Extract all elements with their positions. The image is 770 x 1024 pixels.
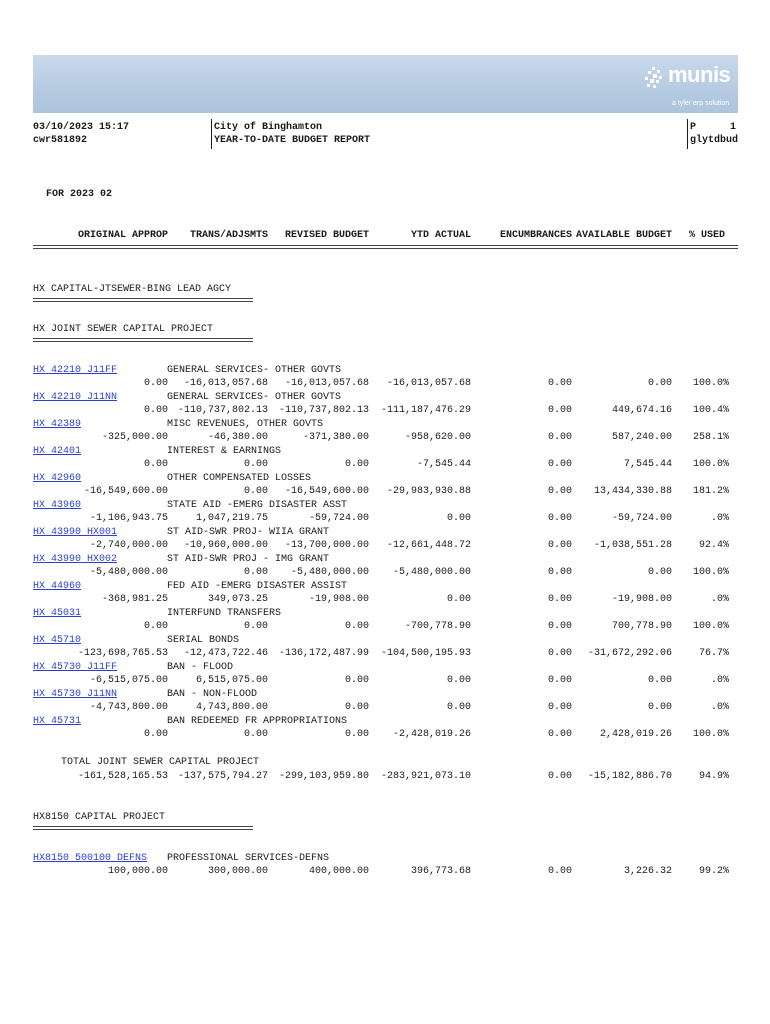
total-pct: 94.9% [698, 771, 729, 782]
col-pct-used: % USED [688, 230, 725, 241]
account-description: INTEREST & EARNINGS [167, 446, 282, 457]
cell-trans: 0.00 [243, 729, 268, 740]
header-divider-left [211, 119, 212, 149]
account-link[interactable]: HX 44960 [33, 581, 82, 592]
cell-trans: 6,515,075.00 [195, 675, 268, 686]
cell-orig: 0.00 [143, 621, 168, 632]
col-available-budget: AVAILABLE BUDGET [575, 230, 672, 241]
cell-trans: 349,073.25 [207, 594, 268, 605]
cell-enc: 0.00 [547, 486, 572, 497]
col-trans-adjsmts: TRANS/ADJSMTS [189, 230, 268, 241]
account-link[interactable]: HX 42210 J11NN [33, 392, 118, 403]
cell-orig: 0.00 [143, 459, 168, 470]
total-avail: -15,182,886.70 [587, 771, 672, 782]
cell-pct: 76.7% [698, 648, 729, 659]
cell-revised: 0.00 [344, 729, 369, 740]
cell-revised: 0.00 [344, 621, 369, 632]
cell-orig: 0.00 [143, 378, 168, 389]
cell-trans: -12,473,722.46 [183, 648, 268, 659]
col-original-approp: ORIGINAL APPROP [77, 230, 168, 241]
cell-trans: 0.00 [243, 567, 268, 578]
cell-revised: -5,480,000.00 [290, 567, 369, 578]
header-double-rule [33, 245, 738, 249]
cell-orig: 0.00 [143, 729, 168, 740]
cell-trans: 0.00 [243, 486, 268, 497]
account-link[interactable]: HX 42401 [33, 446, 82, 457]
col-ytd-actual: YTD ACTUAL [410, 230, 471, 241]
cell-revised: 0.00 [344, 459, 369, 470]
total-label: TOTAL JOINT SEWER CAPITAL PROJECT [61, 757, 260, 768]
account-link[interactable]: HX 45730 J11NN [33, 689, 118, 700]
account-description: GENERAL SERVICES- OTHER GOVTS [167, 365, 342, 376]
section-heading: HX JOINT SEWER CAPITAL PROJECT [33, 324, 214, 335]
cell-pct: .0% [710, 675, 729, 686]
account-link[interactable]: HX8150 500100 DEFNS [33, 853, 148, 864]
cell-pct: 181.2% [692, 486, 729, 497]
cell-enc: 0.00 [547, 540, 572, 551]
report-title: YEAR-TO-DATE BUDGET REPORT [214, 135, 371, 146]
cell-ytd: -2,428,019.26 [392, 729, 471, 740]
cell-enc: 0.00 [547, 567, 572, 578]
cell-ytd: 0.00 [446, 702, 471, 713]
total-orig: -161,528,165.53 [77, 771, 168, 782]
account-description: OTHER COMPENSATED LOSSES [167, 473, 312, 484]
cell-trans: -46,380.00 [207, 432, 268, 443]
cell-avail: -1,038,551.28 [593, 540, 672, 551]
cell-orig: -5,480,000.00 [89, 567, 168, 578]
cell-orig: -4,743,800.00 [89, 702, 168, 713]
cell-pct: .0% [710, 594, 729, 605]
cell-orig: 0.00 [143, 405, 168, 416]
report-period: FOR 2023 02 [46, 189, 113, 200]
cell-avail: -31,672,292.06 [587, 648, 672, 659]
cell-revised: -13,700,000.00 [284, 540, 369, 551]
account-description: GENERAL SERVICES- OTHER GOVTS [167, 392, 342, 403]
cell-revised: -371,380.00 [302, 432, 369, 443]
account-description: ST AID-SWR PROJ- WIIA GRANT [167, 527, 330, 538]
cell-avail: 0.00 [647, 675, 672, 686]
cell-trans: -110,737,802.13 [177, 405, 268, 416]
cell-trans: 4,743,800.00 [195, 702, 268, 713]
cell-orig: -368,981.25 [101, 594, 168, 605]
account-link[interactable]: HX 42960 [33, 473, 82, 484]
cell-avail: 449,674.16 [611, 405, 672, 416]
report-datetime: 03/10/2023 15:17 [33, 122, 130, 133]
cell-pct: 100.0% [692, 459, 729, 470]
cell-revised: -136,172,487.99 [278, 648, 369, 659]
cell-avail: 587,240.00 [611, 432, 672, 443]
cell-ytd: -12,661,448.72 [386, 540, 471, 551]
cell-enc: 0.00 [547, 702, 572, 713]
cell-pct: .0% [710, 702, 729, 713]
logo-wordmark: munis [668, 62, 731, 87]
cell-pct: 258.1% [692, 432, 729, 443]
cell-pct: 99.2% [698, 866, 729, 877]
account-link[interactable]: HX 43960 [33, 500, 82, 511]
account-link[interactable]: HX 45730 J11FF [33, 662, 118, 673]
cell-ytd: -104,500,195.93 [380, 648, 471, 659]
cell-pct: 100.0% [692, 621, 729, 632]
cell-trans: 1,047,219.75 [195, 513, 268, 524]
account-description: BAN REDEEMED FR APPROPRIATIONS [167, 716, 348, 727]
cell-orig: -123,698,765.53 [77, 648, 168, 659]
account-description: ST AID-SWR PROJ - IMG GRANT [167, 554, 330, 565]
cell-orig: -16,549,600.00 [83, 486, 168, 497]
munis-logo [642, 62, 732, 108]
account-description: SERIAL BONDS [167, 635, 240, 646]
total-enc: 0.00 [547, 771, 572, 782]
cell-revised: -16,013,057.68 [284, 378, 369, 389]
cell-enc: 0.00 [547, 729, 572, 740]
cell-enc: 0.00 [547, 675, 572, 686]
report-user: cwr581892 [33, 135, 88, 146]
cell-revised: 0.00 [344, 702, 369, 713]
cell-revised: 0.00 [344, 675, 369, 686]
page-number: 1 [729, 122, 736, 133]
cell-ytd: 0.00 [446, 594, 471, 605]
cell-enc: 0.00 [547, 866, 572, 877]
col-revised-budget: REVISED BUDGET [284, 230, 369, 241]
cell-ytd: -7,545.44 [416, 459, 471, 470]
account-description: FED AID -EMERG DISASTER ASSIST [167, 581, 348, 592]
cell-enc: 0.00 [547, 594, 572, 605]
account-link[interactable]: HX 45031 [33, 608, 82, 619]
cell-enc: 0.00 [547, 459, 572, 470]
cell-ytd: -700,778.90 [404, 621, 471, 632]
cell-enc: 0.00 [547, 432, 572, 443]
account-link[interactable]: HX 45731 [33, 716, 82, 727]
account-link[interactable]: HX 45710 [33, 635, 82, 646]
cell-pct: 100.0% [692, 729, 729, 740]
cell-enc: 0.00 [547, 621, 572, 632]
header-divider-right [687, 119, 688, 149]
account-description: INTERFUND TRANSFERS [167, 608, 282, 619]
cell-ytd: -5,480,000.00 [392, 567, 471, 578]
cell-avail: -19,908.00 [611, 594, 672, 605]
cell-pct: 100.0% [692, 567, 729, 578]
cell-orig: -325,000.00 [101, 432, 168, 443]
cell-orig: -6,515,075.00 [89, 675, 168, 686]
cell-avail: 13,434,330.88 [593, 486, 672, 497]
cell-enc: 0.00 [547, 405, 572, 416]
cell-avail: 3,226.32 [623, 866, 672, 877]
cell-ytd: -958,620.00 [404, 432, 471, 443]
report-banner [33, 55, 738, 113]
cell-revised: -19,908.00 [308, 594, 369, 605]
org-name: City of Binghamton [214, 122, 323, 133]
cell-ytd: -29,983,930.88 [386, 486, 471, 497]
cell-avail: 0.00 [647, 378, 672, 389]
account-description: PROFESSIONAL SERVICES-DEFNS [167, 853, 330, 864]
cell-avail: 7,545.44 [623, 459, 672, 470]
cell-trans: 0.00 [243, 621, 268, 632]
logo-dots-icon [642, 66, 668, 92]
cell-avail: 0.00 [647, 567, 672, 578]
cell-avail: 700,778.90 [611, 621, 672, 632]
cell-orig: -2,740,000.00 [89, 540, 168, 551]
cell-pct: 100.0% [692, 378, 729, 389]
account-link[interactable]: HX 43990 HX002 [33, 554, 118, 565]
cell-trans: -16,013,057.68 [183, 378, 268, 389]
cell-enc: 0.00 [547, 378, 572, 389]
cell-avail: 0.00 [647, 702, 672, 713]
cell-avail: -59,724.00 [611, 513, 672, 524]
total-revised: -299,103,959.80 [278, 771, 369, 782]
cell-revised: -110,737,802.13 [278, 405, 369, 416]
cell-ytd: 396,773.68 [410, 866, 471, 877]
cell-enc: 0.00 [547, 648, 572, 659]
cell-orig: -1,106,943.75 [89, 513, 168, 524]
section-heading-rule [33, 338, 253, 342]
section2-heading: HX8150 CAPITAL PROJECT [33, 812, 166, 823]
cell-revised: -59,724.00 [308, 513, 369, 524]
cell-trans: 300,000.00 [207, 866, 268, 877]
cell-ytd: 0.00 [446, 513, 471, 524]
cell-trans: -10,960,000.00 [183, 540, 268, 551]
account-description: BAN - NON-FLOOD [167, 689, 258, 700]
program-id: glytdbud [690, 135, 739, 146]
account-link[interactable]: HX 43990 HX001 [33, 527, 118, 538]
section2-heading-rule [33, 826, 253, 830]
logo-tagline: a tyler erp solution [672, 100, 730, 107]
cell-avail: 2,428,019.26 [599, 729, 672, 740]
cell-pct: 92.4% [698, 540, 729, 551]
cell-orig: 100,000.00 [107, 866, 168, 877]
cell-ytd: 0.00 [446, 675, 471, 686]
fund-heading-rule [33, 298, 253, 302]
page-label: P [690, 122, 697, 133]
cell-trans: 0.00 [243, 459, 268, 470]
cell-enc: 0.00 [547, 513, 572, 524]
cell-pct: 100.4% [692, 405, 729, 416]
col-encumbrances: ENCUMBRANCES [499, 230, 572, 241]
cell-revised: 400,000.00 [308, 866, 369, 877]
total-trans: -137,575,794.27 [177, 771, 268, 782]
account-link[interactable]: HX 42210 J11FF [33, 365, 118, 376]
account-description: MISC REVENUES, OTHER GOVTS [167, 419, 324, 430]
cell-ytd: -16,013,057.68 [386, 378, 471, 389]
fund-heading: HX CAPITAL-JTSEWER-BING LEAD AGCY [33, 284, 232, 295]
cell-ytd: -111,187,476.29 [380, 405, 471, 416]
cell-revised: -16,549,600.00 [284, 486, 369, 497]
account-description: BAN - FLOOD [167, 662, 234, 673]
account-link[interactable]: HX 42389 [33, 419, 82, 430]
account-description: STATE AID -EMERG DISASTER ASST [167, 500, 348, 511]
total-ytd: -283,921,073.10 [380, 771, 471, 782]
cell-pct: .0% [710, 513, 729, 524]
